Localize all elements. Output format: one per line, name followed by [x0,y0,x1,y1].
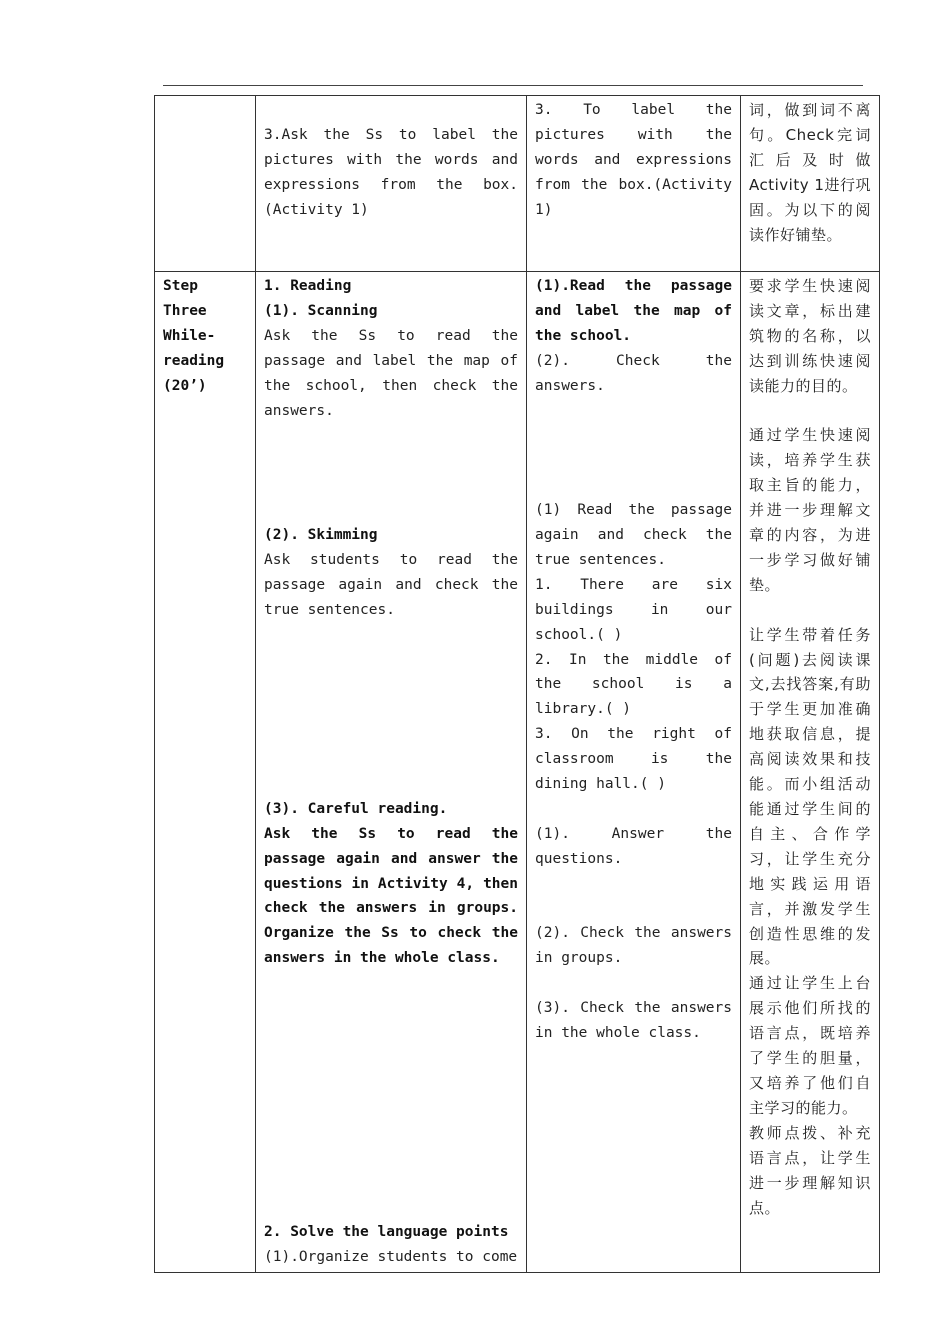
purpose-cell [741,272,880,1273]
language-text: (1).Organize students to come [264,1249,518,1266]
step-cell [155,272,256,1273]
teacher-activity-cell [256,96,527,272]
purpose-careful: 让学生带着任务(问题)去阅读课文,去找答案,有助于学生更加准确地获取信息，提高阅读效果和技能。而小组活动能通过学生间的自主、合作学习，让学生充分地实践运用语言，并激发学生创造性思维的发展。 [749,625,871,968]
purpose-scanning: 要求学生快速阅读文章，标出建筑物的名称，以达到训练快速阅读能力的目的。 [749,277,871,395]
scanning-title: (1). Scanning [264,302,378,319]
language-title: 2. Solve the language points [264,1224,509,1241]
teacher-activity-cell [256,272,527,1273]
ss-skim-intro: (1) Read the passage again and check the true sentences. [535,502,732,568]
student-activity-text: 3. To label the pictures with the words and expressions from the box.(Activity 1) [535,102,732,218]
step-label: Step Three [163,278,207,319]
ss-true-1: 1. There are six buildings in our school.( ) [535,576,732,643]
ss-true-2: 2. In the middle of the school is a library.( ) [535,651,732,718]
reading-title: 1. Reading [264,278,352,294]
ss-true-3: 3. On the right of classroom is the dining hall.( ) [535,726,732,793]
time-label: (20’) [163,377,207,394]
careful-text: Ask the Ss to read the passage again and answer the questions in Activity 4, then check the answers in groups. Organize the Ss to check the answers in the whole class. [264,825,518,967]
ss-careful-1: (1). Answer the questions. [535,825,732,867]
teacher-activity-text: 3.Ask the Ss to label the pictures with the words and expressions from the box.(Activity 1) [264,126,518,218]
careful-title: (3). Careful reading. [264,800,448,817]
header-rule [163,85,863,86]
ss-scan-1: (1).Read the passage and label the map of the school. [535,278,732,344]
purpose-text: 词，做到词不离句。Check完词汇后及时做Activity 1进行巩固。为以下的阅读作好铺垫。 [749,101,871,244]
purpose-language-2: 教师点拨、补充语言点，让学生进一步理解知识点。 [749,1123,871,1217]
purpose-language-1: 通过让学生上台展示他们所找的语言点，既培养了学生的胆量，又培养了他们自主学习的能力。 [749,974,871,1117]
skimming-text: Ask students to read the passage again and check the true sentences. [264,551,518,618]
ss-careful-3: (3). Check the answers in the whole class. [535,1000,732,1042]
ss-scan-2: (2). Check the answers. [535,352,732,394]
stage-label-1: While- [163,327,216,344]
skimming-title: (2). Skimming [264,527,378,543]
ss-careful-2: (2). Check the answers in groups. [535,925,732,967]
student-activity-cell [527,96,741,272]
purpose-cell [741,96,880,272]
stage-label-2: reading [163,352,225,369]
purpose-skimming: 通过学生快速阅读，培养学生获取主旨的能力，并进一步理解文章的内容，为进一步学习做好铺垫。 [749,426,871,594]
table-row [155,96,880,272]
table-row [155,272,880,1273]
student-activity-cell [527,272,741,1273]
lesson-plan-table [154,95,880,1273]
scanning-text: Ask the Ss to read the passage and label the map of the school, then check the answers. [264,327,518,419]
step-cell [155,96,256,272]
